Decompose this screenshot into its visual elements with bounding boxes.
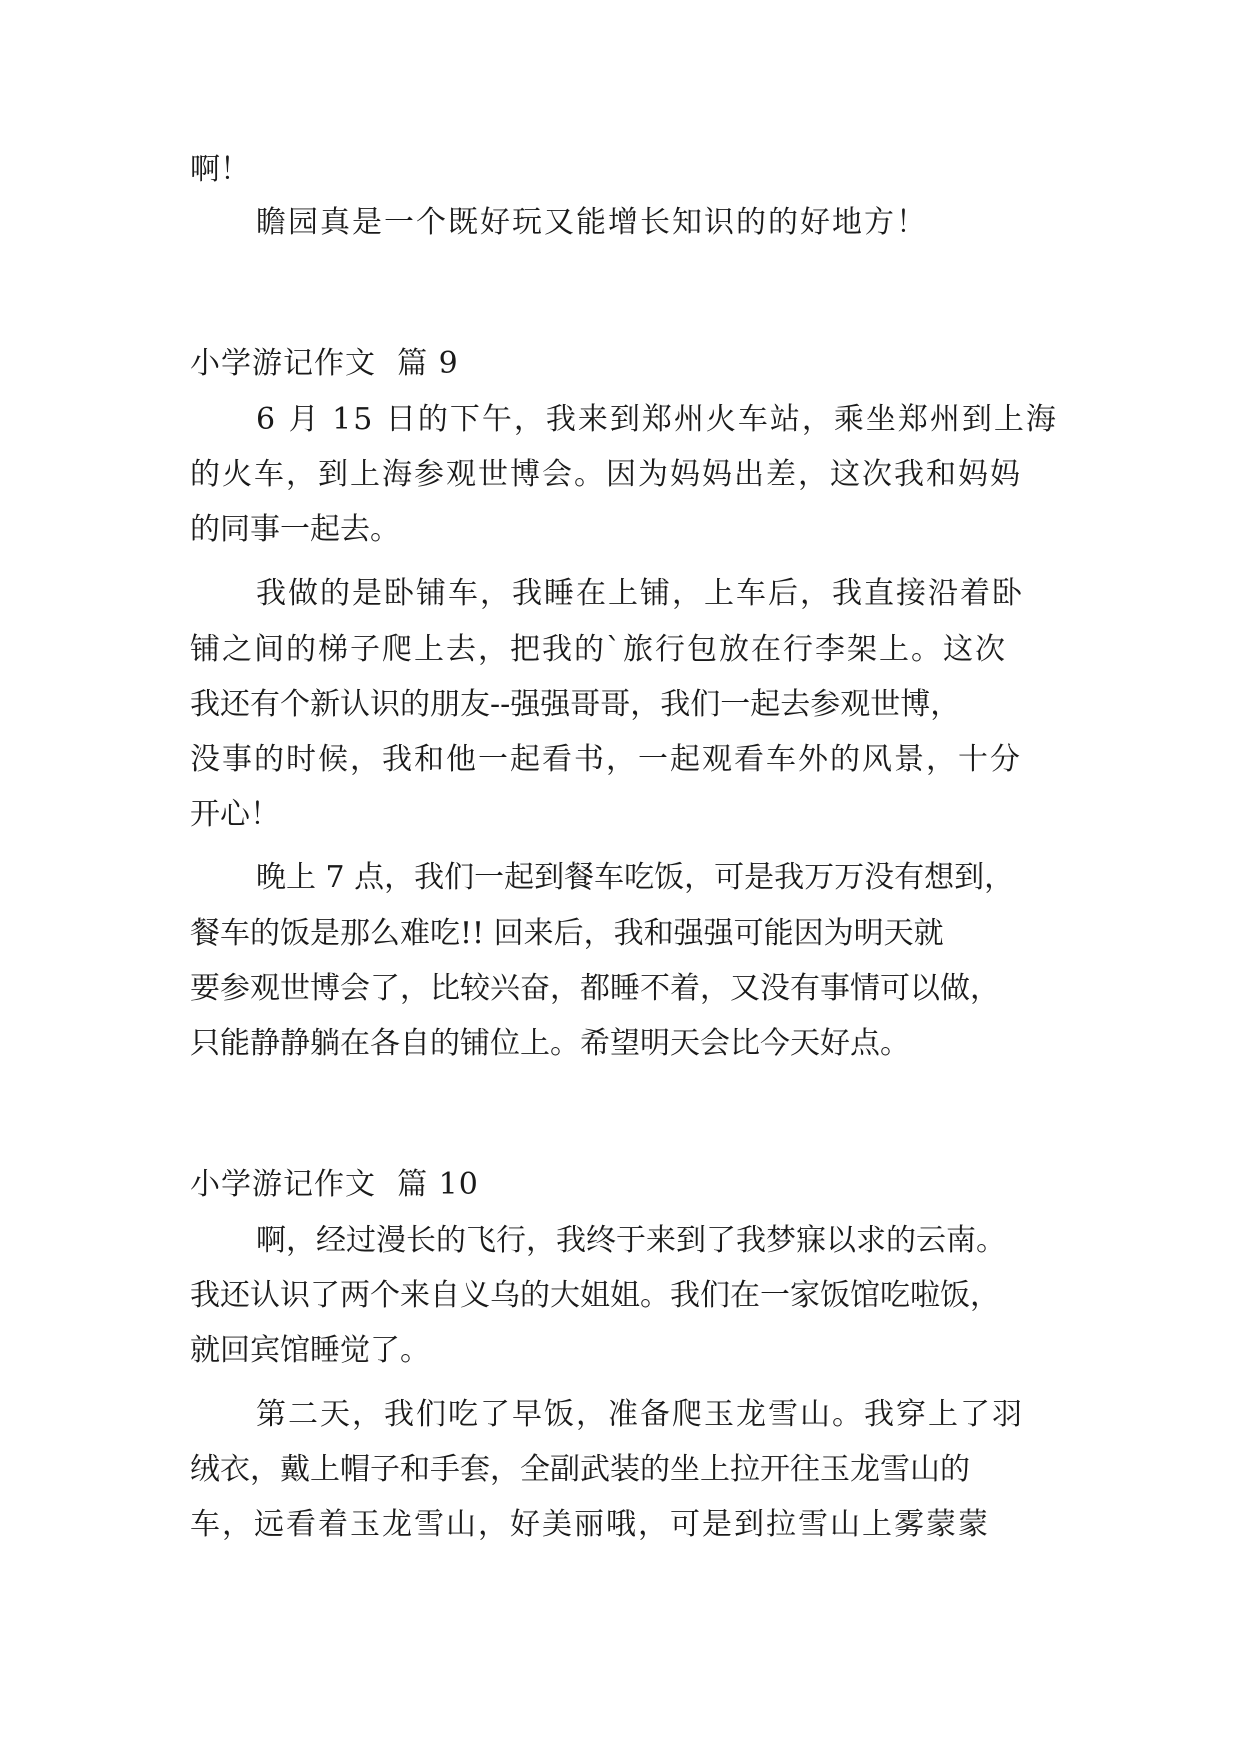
paragraph-line: 铺之间的梯子爬上去，把我的`旅行包放在行李架上。这次: [190, 632, 1007, 667]
paragraph-line: 我还认识了两个来自义乌的大姐姐。我们在一家饭馆吃啦饭，: [190, 1278, 1000, 1313]
paragraph-line: 我做的是卧铺车，我睡在上铺，上车后，我直接沿着卧: [256, 576, 1024, 611]
paragraph-line: 啊！: [190, 152, 250, 187]
paragraph-line: 6 月 15 日的下午，我来到郑州火车站，乘坐郑州到上海: [256, 402, 1058, 437]
paragraph-line: 第二天，我们吃了早饭，准备爬玉龙雪山。我穿上了羽: [256, 1397, 1024, 1432]
paragraph-line: 只能静静躺在各自的铺位上。希望明天会比今天好点。: [190, 1026, 910, 1061]
paragraph-line: 瞻园真是一个既好玩又能增长知识的的好地方！: [256, 205, 928, 240]
paragraph-line: 的同事一起去。: [190, 512, 400, 547]
paragraph-line: 开心！: [190, 797, 280, 832]
paragraph-line: 餐车的饭是那么难吃!! 回来后，我和强强可能因为明天就: [190, 916, 944, 951]
section-heading-10: 小学游记作文 篇 10: [190, 1167, 479, 1202]
paragraph-line: 晚上 7 点，我们一起到餐车吃饭，可是我万万没有想到，: [256, 860, 1015, 895]
paragraph-line: 车，远看着玉龙雪山，好美丽哦，可是到拉雪山上雾蒙蒙: [190, 1507, 990, 1542]
paragraph-line: 要参观世博会了，比较兴奋，都睡不着，又没有事情可以做，: [190, 971, 1000, 1006]
paragraph-line: 绒衣，戴上帽子和手套，全副武装的坐上拉开往玉龙雪山的: [190, 1452, 970, 1487]
paragraph-line: 的火车，到上海参观世博会。因为妈妈出差，这次我和妈妈: [190, 457, 1022, 492]
paragraph-line: 啊，经过漫长的飞行，我终于来到了我梦寐以求的云南。: [256, 1223, 1006, 1258]
paragraph-line: 我还有个新认识的朋友--强强哥哥，我们一起去参观世博，: [190, 687, 961, 722]
paragraph-line: 没事的时候，我和他一起看书，一起观看车外的风景，十分: [190, 742, 1022, 777]
section-heading-9: 小学游记作文 篇 9: [190, 346, 459, 381]
paragraph-line: 就回宾馆睡觉了。: [190, 1333, 430, 1368]
